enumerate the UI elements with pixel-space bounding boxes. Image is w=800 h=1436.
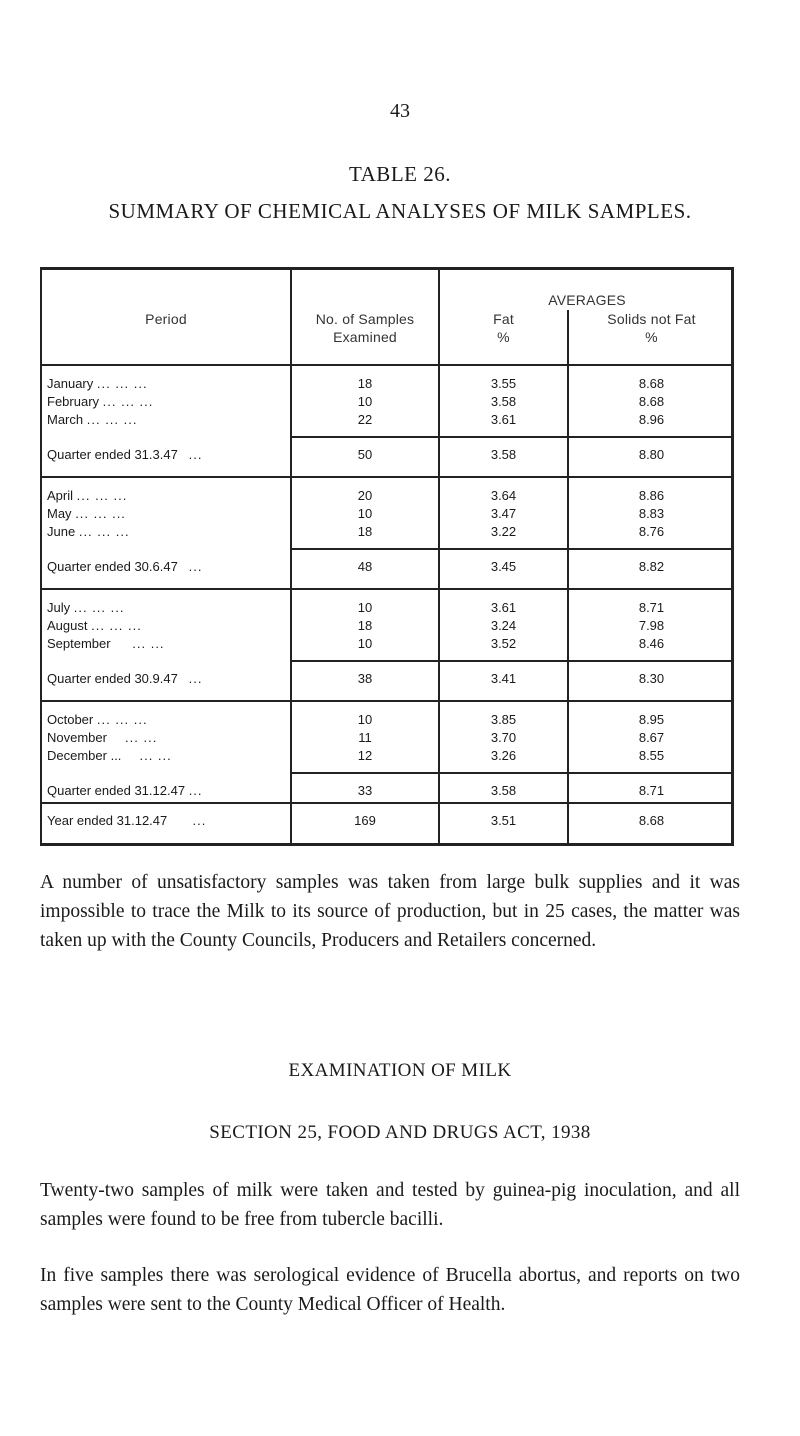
section-subheading: SECTION 25, FOOD AND DRUGS ACT, 1938 <box>209 1122 591 1143</box>
fat-value: 3.70 <box>490 730 517 745</box>
row-divider <box>42 476 734 478</box>
fat-value: 3.58 <box>490 394 517 409</box>
header-solids-unit: % <box>645 329 658 345</box>
snf-value: 8.30 <box>638 671 665 686</box>
snf-value: 8.96 <box>638 412 665 427</box>
period-label: October <box>47 712 94 727</box>
leader-dots: ... ... ... <box>78 524 130 539</box>
period-label: August <box>47 618 88 633</box>
snf-value: 8.82 <box>638 559 665 574</box>
paragraph-unsatisfactory-samples: A number of unsatisfactory samples was taken from large bulk supplies and it was impossible to trace the Milk to its source of production, but in 25 cases, the matter was taken up with the County Councils, Producers and Retailers concerned. <box>40 872 740 951</box>
snf-value: 8.68 <box>638 394 665 409</box>
snf-value: 8.83 <box>638 506 665 521</box>
samples-value: 12 <box>357 748 373 763</box>
snf-value: 8.76 <box>638 524 665 539</box>
leader-dots: ... ... <box>139 748 172 763</box>
samples-value: 169 <box>354 813 376 828</box>
header-samples: No. of Samples <box>315 311 415 327</box>
snf-value: 8.86 <box>638 488 665 503</box>
snf-value: 8.68 <box>638 376 665 391</box>
table-title: TABLE 26. <box>349 162 451 186</box>
period-label: January <box>47 376 94 391</box>
samples-value: 10 <box>357 636 373 651</box>
leader-dots: ... ... <box>132 636 165 651</box>
samples-value: 11 <box>358 730 372 745</box>
snf-value: 8.46 <box>638 636 665 651</box>
samples-value: 10 <box>357 506 373 521</box>
fat-value: 3.51 <box>490 813 517 828</box>
fat-value: 3.45 <box>490 559 517 574</box>
samples-value: 10 <box>357 600 373 615</box>
period-label: November <box>47 730 107 745</box>
samples-value: 10 <box>357 394 373 409</box>
fat-value: 3.52 <box>490 636 517 651</box>
fat-value: 3.58 <box>490 447 517 462</box>
period-label: July <box>47 600 71 615</box>
leader-dots: ... ... ... <box>96 376 148 391</box>
fat-value: 3.85 <box>490 712 517 727</box>
snf-value: 8.55 <box>638 748 665 763</box>
section-heading: EXAMINATION OF MILK <box>288 1060 512 1081</box>
leader-dots: ... ... ... <box>76 488 128 503</box>
leader-dots: ... <box>188 447 203 462</box>
period-label: Quarter ended 30.6.47 <box>47 559 178 574</box>
leader-dots: ... <box>188 671 203 686</box>
leader-dots: ... ... ... <box>73 600 125 615</box>
samples-value: 33 <box>357 783 373 798</box>
period-label: March <box>47 412 84 427</box>
samples-value: 22 <box>357 412 373 427</box>
period-label: June <box>47 524 76 539</box>
period-label: Quarter ended 31.12.47 <box>47 783 186 798</box>
header-fat-unit: % <box>497 329 510 345</box>
samples-value: 10 <box>357 712 373 727</box>
samples-value: 50 <box>357 447 373 462</box>
leader-dots: ... ... ... <box>75 506 126 521</box>
leader-dots: ... <box>188 559 203 574</box>
row-divider <box>290 660 734 662</box>
row-divider <box>290 772 734 774</box>
leader-dots: ... ... <box>125 730 158 745</box>
leader-dots: ... ... ... <box>96 712 148 727</box>
row-divider <box>42 700 734 702</box>
period-label: December ... <box>47 748 122 763</box>
fat-value: 3.61 <box>490 600 517 615</box>
leader-dots: ... <box>188 783 203 798</box>
samples-value: 18 <box>357 376 373 391</box>
leader-dots: ... ... ... <box>86 412 138 427</box>
table-subtitle: SUMMARY OF CHEMICAL ANALYSES OF MILK SAMPLES. <box>108 199 692 223</box>
samples-value: 48 <box>357 559 373 574</box>
leader-dots: ... ... ... <box>102 394 154 409</box>
snf-value: 8.68 <box>638 813 665 828</box>
row-divider <box>42 802 734 804</box>
fat-value: 3.24 <box>490 618 517 633</box>
leader-dots: ... ... ... <box>91 618 142 633</box>
snf-value: 8.67 <box>638 730 665 745</box>
header-averages: AVERAGES <box>548 292 626 308</box>
header-divider <box>42 364 734 366</box>
snf-value: 8.71 <box>638 783 665 798</box>
paragraph-brucella: In five samples there was serological evidence of Brucella abortus, and reports on two samples were sent to the County Medical Officer of Health. <box>40 1265 740 1315</box>
milk-analysis-table <box>40 267 734 846</box>
fat-value: 3.41 <box>490 671 517 686</box>
fat-value: 3.58 <box>490 783 517 798</box>
fat-value: 3.26 <box>490 748 517 763</box>
period-label: February <box>47 394 100 409</box>
period-label: Quarter ended 31.3.47 <box>47 447 178 462</box>
leader-dots: ... <box>192 813 207 828</box>
header-samples-line2: Examined <box>333 329 397 345</box>
period-label: Quarter ended 30.9.47 <box>47 671 178 686</box>
snf-value: 8.95 <box>638 712 665 727</box>
row-divider <box>42 588 734 590</box>
header-period: Period <box>145 311 187 327</box>
fat-value: 3.61 <box>490 412 517 427</box>
period-label: April <box>47 488 74 503</box>
row-divider <box>290 548 734 550</box>
fat-value: 3.55 <box>490 376 517 391</box>
fat-value: 3.47 <box>490 506 517 521</box>
row-divider <box>290 436 734 438</box>
samples-value: 18 <box>357 618 373 633</box>
period-label: Year ended 31.12.47 <box>47 813 168 828</box>
samples-value: 20 <box>357 488 373 503</box>
snf-value: 7.98 <box>638 618 665 633</box>
page-number: 43 <box>390 100 410 122</box>
snf-value: 8.71 <box>638 600 665 615</box>
snf-value: 8.80 <box>638 447 665 462</box>
paragraph-guinea-pig-tests: Twenty-two samples of milk were taken and tested by guinea-pig inoculation, and all samples were found to be free from tubercle bacilli. <box>40 1180 740 1230</box>
header-solids-not-fat: Solids not Fat <box>607 311 696 327</box>
fat-value: 3.22 <box>490 524 517 539</box>
header-fat: Fat <box>493 311 514 327</box>
samples-value: 18 <box>357 524 373 539</box>
period-label: May <box>47 506 72 521</box>
period-label: September <box>47 636 111 651</box>
samples-value: 38 <box>357 671 373 686</box>
fat-value: 3.64 <box>490 488 517 503</box>
